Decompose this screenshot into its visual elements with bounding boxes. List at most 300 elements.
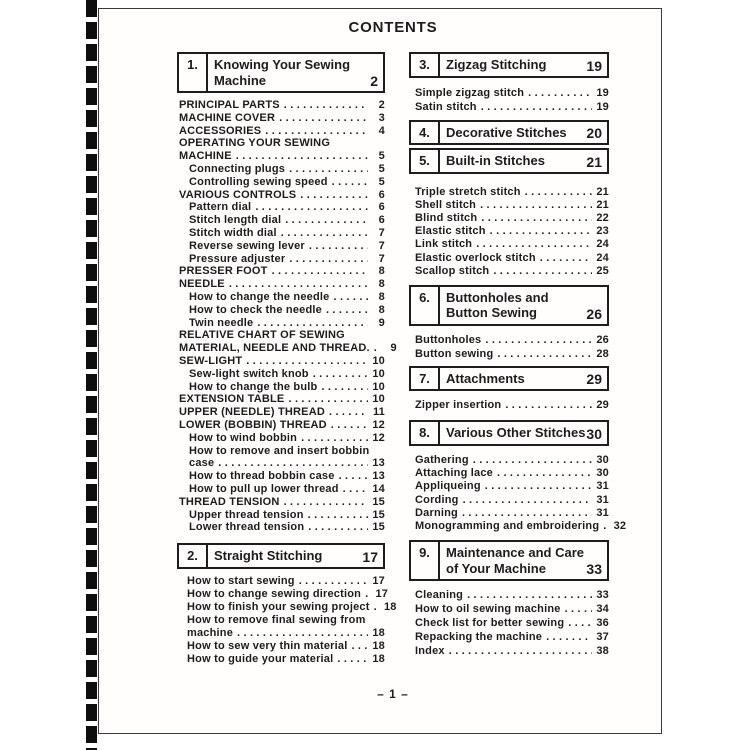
- section-number: 6.: [411, 287, 440, 324]
- section-title: [440, 542, 584, 579]
- dot-leader: [540, 252, 592, 265]
- dot-leader: [326, 304, 368, 317]
- toc-entry-label: Attaching lace: [415, 467, 493, 480]
- toc-entry-page: 9: [378, 316, 385, 329]
- toc-entry-label: How to thread bobbin case: [189, 470, 335, 483]
- toc-entry-page: 9: [390, 342, 397, 355]
- toc-entry-label: MACHINE: [179, 150, 232, 163]
- toc-entry-page: 6: [378, 188, 385, 201]
- dot-leader: [301, 432, 368, 445]
- toc-entry-label: How to wind bobbin: [189, 431, 298, 444]
- toc-entry-list: [409, 186, 609, 278]
- section-header-box: [409, 420, 609, 446]
- toc-entry-label: SEW-LIGHT: [179, 354, 243, 367]
- toc-entry-page: 15: [372, 521, 385, 534]
- toc-entry-list: [177, 574, 397, 666]
- toc-entry-page: 18: [372, 626, 385, 639]
- toc-entry-label: Darning: [415, 506, 458, 519]
- section-header-box: [409, 52, 609, 78]
- toc-entry-label: How to sew very thin material: [187, 639, 348, 652]
- dot-leader: [462, 507, 592, 520]
- section-header-box: [177, 52, 385, 93]
- section-title: [440, 54, 584, 76]
- section-title: [440, 150, 584, 172]
- toc-entry: [177, 304, 385, 317]
- dot-leader: [237, 627, 368, 640]
- section-number: 9.: [411, 542, 440, 579]
- toc-entry-page: 8: [378, 290, 385, 303]
- toc-entry-page: 6: [378, 214, 385, 227]
- toc-entry-label: THREAD TENSION: [179, 495, 280, 508]
- toc-entry: [177, 600, 397, 614]
- toc-entry-page: 8: [378, 278, 385, 291]
- toc-entry: [409, 265, 609, 278]
- section-page-number: 29: [586, 371, 602, 388]
- dot-leader: [218, 457, 368, 470]
- section-header-box: [409, 120, 609, 146]
- toc-entry-page: 10: [372, 367, 385, 380]
- dot-leader: [343, 483, 368, 496]
- toc-entry: [409, 86, 609, 100]
- toc-entry-page: 5: [378, 175, 385, 188]
- dot-leader: [480, 199, 592, 212]
- toc-entry-page: 7: [378, 226, 385, 239]
- toc-entry: [409, 519, 627, 533]
- toc-entry-label: RELATIVE CHART OF SEWING: [179, 329, 345, 342]
- toc-entry: [409, 186, 609, 199]
- dot-leader: [449, 644, 592, 658]
- dot-leader: [339, 470, 368, 483]
- toc-entry-label: How to pull up lower thread: [189, 482, 339, 495]
- toc-entry: [177, 317, 385, 330]
- dot-leader: [288, 393, 368, 406]
- dot-leader: [255, 201, 368, 214]
- toc-entry: [409, 333, 609, 348]
- toc-entry: [409, 199, 609, 212]
- toc-entry-label: Simple zigzag stitch: [415, 86, 525, 99]
- toc-entry-list: [409, 588, 609, 658]
- dot-leader: [565, 602, 592, 616]
- toc-entry-page: 23: [596, 225, 609, 238]
- toc-entry: [177, 176, 385, 189]
- toc-entry: [177, 393, 385, 406]
- dot-leader: [505, 398, 592, 412]
- toc-entry-label: Reverse sewing lever: [189, 239, 305, 252]
- toc-entry: [409, 225, 609, 238]
- toc-entry-page: 8: [378, 265, 385, 278]
- dot-leader: [467, 588, 592, 602]
- toc-entry-label: Appliqueing: [415, 480, 481, 493]
- dot-leader: [528, 86, 592, 100]
- toc-entry-page: 36: [596, 617, 609, 630]
- toc-entry-page: 10: [372, 354, 385, 367]
- toc-section: [409, 540, 609, 658]
- toc-entry-page: 28: [596, 348, 609, 361]
- toc-entry-label: Cording: [415, 493, 459, 506]
- toc-column-left: [177, 52, 397, 666]
- dot-leader: [289, 163, 368, 176]
- section-title-line: Straight Stitching: [214, 548, 323, 564]
- toc-section: [409, 420, 627, 533]
- toc-entry: [177, 125, 385, 138]
- toc-entry-list: [409, 398, 609, 412]
- toc-entry-label: Stitch width dial: [189, 226, 277, 239]
- section-title-line: Maintenance and Care: [446, 545, 584, 561]
- toc-section: [177, 543, 397, 666]
- toc-entry: [177, 240, 385, 253]
- section-header-box: [409, 148, 609, 174]
- dot-leader: [525, 186, 592, 199]
- section-page-number: 2: [370, 73, 378, 89]
- section-title-line: Zigzag Stitching: [446, 57, 547, 72]
- section-page-number: 30: [586, 425, 602, 442]
- dot-leader: [285, 214, 368, 227]
- toc-entry: [177, 163, 385, 176]
- section-title-line: Various Other Stitches: [446, 425, 586, 441]
- section-page-number: 21: [586, 153, 602, 170]
- dot-leader: [473, 454, 592, 467]
- toc-entry-page: 30: [596, 467, 609, 480]
- toc-entry-label: Pattern dial: [189, 201, 252, 214]
- toc-entry: [177, 112, 385, 125]
- toc-entry-label: case: [189, 457, 215, 470]
- dot-leader: [568, 616, 592, 630]
- toc-entry-page: 11: [372, 406, 385, 419]
- toc-entry-label: How to change the bulb: [189, 380, 318, 393]
- toc-entry-label: Connecting plugs: [189, 162, 286, 175]
- toc-entry: [177, 640, 385, 653]
- section-number: 7.: [411, 368, 440, 390]
- toc-entry-label: Button sewing: [415, 348, 494, 361]
- dot-leader: [603, 520, 609, 533]
- toc-entry-label: How to remove and insert bobbin: [189, 444, 370, 457]
- toc-entry: [177, 278, 385, 291]
- toc-entry-page: 8: [378, 303, 385, 316]
- toc-section: [409, 285, 609, 362]
- toc-entry-label: How to oil sewing machine: [415, 603, 561, 616]
- toc-entry-page: 19: [596, 86, 609, 99]
- toc-entry-label: Zipper insertion: [415, 399, 502, 412]
- dot-leader: [284, 99, 368, 112]
- toc-entry-label: NEEDLE: [179, 278, 225, 291]
- dot-leader: [481, 212, 592, 225]
- toc-entry-label: LOWER (BOBBIN) THREAD: [179, 418, 327, 431]
- toc-entry: [409, 644, 609, 658]
- toc-entry-page: 15: [372, 495, 385, 508]
- toc-entry-page: 24: [596, 251, 609, 264]
- toc-entry-label: How to change sewing direction: [187, 587, 362, 600]
- section-title: [440, 122, 584, 144]
- toc-entry-page: 18: [372, 639, 385, 652]
- page-number-footer: – 1 –: [377, 687, 409, 701]
- toc-entry: [409, 238, 609, 251]
- toc-entry: [177, 368, 385, 381]
- toc-entry: [177, 483, 385, 496]
- section-title-line: of Your Machine: [446, 560, 546, 576]
- toc-entry-page: 10: [372, 380, 385, 393]
- toc-entry-page: 4: [378, 124, 385, 137]
- dot-leader: [279, 112, 368, 125]
- section-title-line: Button Sewing: [446, 305, 537, 321]
- toc-entry-label: MATERIAL, NEEDLE AND THREAD.: [179, 342, 370, 355]
- toc-section: [409, 52, 609, 114]
- toc-entry: [177, 509, 385, 522]
- toc-entry: [177, 587, 389, 601]
- toc-entry-label: Satin stitch: [415, 100, 477, 113]
- toc-entry-page: 18: [383, 600, 397, 613]
- toc-entry-label: OPERATING YOUR SEWING: [179, 137, 331, 150]
- toc-entry: [177, 150, 385, 163]
- toc-entry: [177, 521, 385, 534]
- dot-leader: [236, 150, 368, 163]
- page-frame: [98, 8, 662, 734]
- toc-entry: [177, 342, 397, 355]
- section-title: [440, 422, 584, 444]
- dot-leader: [365, 588, 371, 601]
- toc-entry-page: 12: [372, 418, 385, 431]
- toc-entry: [177, 445, 385, 458]
- dot-leader: [497, 347, 592, 362]
- section-number: 3.: [411, 54, 440, 76]
- toc-entry-label: How to finish your sewing project: [187, 600, 370, 613]
- toc-entry-page: 37: [596, 631, 609, 644]
- toc-entry-label: Cleaning: [415, 589, 464, 602]
- toc-entry: [409, 494, 609, 507]
- section-header-box: [409, 366, 609, 392]
- dot-leader: [485, 480, 592, 493]
- toc-entry-page: 34: [596, 603, 609, 616]
- section-page-number: 19: [586, 57, 602, 74]
- toc-entry-page: 3: [378, 111, 385, 124]
- toc-entry-label: How to guide your material: [187, 652, 334, 665]
- toc-entry-page: 19: [596, 100, 609, 113]
- toc-entry-label: Gathering: [415, 453, 469, 466]
- dot-leader: [374, 342, 380, 355]
- toc-entry-label: PRINCIPAL PARTS: [179, 99, 280, 111]
- toc-entry: [409, 398, 609, 412]
- dot-leader: [284, 496, 368, 509]
- toc-entry-label: Upper thread tension: [189, 508, 304, 521]
- toc-entry-label: Index: [415, 645, 445, 658]
- toc-entry-page: 29: [596, 399, 609, 412]
- toc-entry: [409, 588, 609, 602]
- toc-entry-label: Shell stitch: [415, 198, 477, 211]
- toc-entry: [177, 329, 385, 342]
- toc-entry-list: [409, 333, 609, 362]
- section-page-number: 33: [586, 561, 602, 578]
- section-title-line: Built-in Stitches: [446, 153, 545, 168]
- dot-leader: [308, 509, 368, 522]
- toc-entry-page: 30: [596, 453, 609, 466]
- toc-entry-page: 22: [596, 211, 609, 224]
- dot-leader: [313, 368, 368, 381]
- toc-entry-list: [409, 453, 627, 533]
- dot-leader: [246, 355, 368, 368]
- toc-entry-page: 18: [372, 652, 385, 665]
- toc-entry: [177, 201, 385, 214]
- toc-entry: [177, 189, 385, 202]
- section-title: [440, 368, 584, 390]
- toc-entry-page: 12: [372, 431, 385, 444]
- toc-entry-page: 32: [613, 519, 627, 532]
- section-number: 1.: [179, 54, 208, 91]
- toc-entry-page: 14: [372, 482, 385, 495]
- toc-entry-page: 24: [596, 238, 609, 251]
- toc-entry-page: 31: [596, 493, 609, 506]
- toc-entry-label: How to check the needle: [189, 303, 322, 316]
- toc-entry-label: Sew-light switch knob: [189, 367, 309, 380]
- toc-entry-label: Buttonholes: [415, 333, 482, 346]
- dot-leader: [351, 640, 368, 653]
- toc-entry: [409, 252, 609, 265]
- page-title: CONTENTS: [348, 19, 438, 36]
- dot-leader: [490, 225, 592, 238]
- toc-entry: [409, 454, 609, 467]
- section-title-line: Knowing Your Sewing: [214, 57, 351, 72]
- dot-leader: [497, 467, 592, 480]
- section-page-number: 26: [586, 305, 602, 322]
- toc-entry-page: 15: [372, 508, 385, 521]
- dot-leader: [321, 381, 368, 394]
- dot-leader: [309, 240, 368, 253]
- section-page-number: 17: [362, 548, 378, 565]
- toc-entry: [177, 575, 385, 588]
- toc-entry-label: How to start sewing: [187, 574, 295, 587]
- toc-entry: [409, 602, 609, 616]
- toc-entry: [177, 381, 385, 394]
- toc-entry: [409, 480, 609, 493]
- dot-leader: [299, 575, 368, 588]
- toc-entry-label: Scallop stitch: [415, 264, 490, 277]
- toc-section: [409, 120, 609, 146]
- toc-entry: [177, 419, 385, 432]
- toc-entry-label: VARIOUS CONTROLS: [179, 188, 297, 201]
- toc-entry: [177, 653, 385, 666]
- dot-leader: [332, 176, 368, 189]
- toc-entry-label: Link stitch: [415, 238, 473, 251]
- toc-entry-page: 7: [378, 252, 385, 265]
- toc-entry: [177, 457, 385, 470]
- section-title: [208, 54, 368, 91]
- toc-entry-page: 31: [596, 480, 609, 493]
- section-title: [208, 545, 360, 567]
- toc-entry-label: Controlling sewing speed: [189, 175, 328, 188]
- section-header-box: [409, 285, 609, 326]
- dot-leader: [308, 521, 368, 534]
- toc-entry: [177, 253, 385, 266]
- toc-entry-page: 26: [596, 333, 609, 346]
- toc-entry-page: 17: [372, 574, 385, 587]
- toc-entry-page: 21: [596, 185, 609, 198]
- dot-leader: [493, 265, 592, 278]
- section-title-line: Buttonholes and: [446, 289, 549, 305]
- toc-entry: [409, 630, 609, 644]
- toc-section: [177, 52, 397, 534]
- toc-entry-page: 5: [378, 150, 385, 163]
- toc-entry-label: machine: [187, 626, 234, 639]
- toc-entry: [409, 467, 609, 480]
- toc-content: [177, 19, 627, 666]
- toc-entry-label: Repacking the machine: [415, 631, 543, 644]
- toc-entry-label: EXTENSION TABLE: [179, 393, 285, 406]
- dot-leader: [485, 333, 592, 348]
- toc-entry: [177, 614, 385, 627]
- toc-entry-label: How to change the needle: [189, 290, 330, 303]
- dot-leader: [334, 291, 369, 304]
- toc-section: [409, 148, 609, 278]
- toc-entry-page: 21: [596, 198, 609, 211]
- toc-entry: [177, 406, 385, 419]
- toc-entry: [409, 507, 609, 520]
- toc-entry: [177, 291, 385, 304]
- toc-entry-page: 17: [375, 587, 389, 600]
- dot-leader: [289, 253, 368, 266]
- toc-entry-label: Check list for better sewing: [415, 617, 565, 630]
- dot-leader: [265, 125, 368, 138]
- dot-leader: [257, 317, 368, 330]
- dot-leader: [463, 494, 592, 507]
- toc-entry-list: [177, 99, 397, 534]
- toc-entry: [177, 355, 385, 368]
- toc-entry-page: 5: [378, 162, 385, 175]
- dot-leader: [229, 278, 368, 291]
- toc-entry-label: ACCESSORIES: [179, 124, 262, 137]
- toc-entry: [177, 137, 385, 150]
- toc-entry: [409, 100, 609, 114]
- toc-entry-page: 38: [596, 645, 609, 658]
- toc-entry-label: Elastic stitch: [415, 225, 486, 238]
- toc-entry-page: 6: [378, 201, 385, 214]
- toc-entry-page: 33: [596, 589, 609, 602]
- toc-entry-label: Stitch length dial: [189, 214, 282, 227]
- toc-entry-label: How to remove final sewing from: [187, 613, 366, 626]
- toc-entry: [177, 99, 385, 112]
- toc-entry: [177, 627, 385, 640]
- toc-entry-label: Twin needle: [189, 316, 254, 329]
- toc-entry-label: Monogramming and embroidering: [415, 519, 600, 532]
- toc-columns: [177, 52, 627, 666]
- section-number: 5.: [411, 150, 440, 172]
- toc-entry-page: 10: [372, 393, 385, 406]
- section-number: 4.: [411, 122, 440, 144]
- dot-leader: [281, 227, 368, 240]
- dot-leader: [374, 601, 380, 614]
- toc-entry-label: Triple stretch stitch: [415, 185, 521, 198]
- toc-entry-page: 2: [378, 99, 385, 111]
- toc-entry-label: Pressure adjuster: [189, 252, 286, 265]
- dot-leader: [300, 189, 368, 202]
- toc-entry-page: 31: [596, 506, 609, 519]
- dot-leader: [329, 406, 368, 419]
- section-number: 2.: [179, 545, 208, 567]
- toc-entry-label: MACHINE COVER: [179, 111, 276, 124]
- toc-entry-label: Blind stitch: [415, 211, 478, 224]
- toc-entry-label: PRESSER FOOT: [179, 265, 268, 278]
- dot-leader: [272, 265, 368, 278]
- toc-entry-page: 13: [372, 470, 385, 483]
- toc-entry: [409, 347, 609, 362]
- toc-column-right: [409, 52, 627, 658]
- section-title-line: Attachments: [446, 370, 525, 386]
- toc-entry-list: [409, 86, 609, 114]
- toc-entry: [409, 212, 609, 225]
- toc-entry-label: Elastic overlock stitch: [415, 251, 536, 264]
- toc-entry-page: 25: [596, 264, 609, 277]
- binding-perforation-strip: [86, 0, 97, 750]
- toc-entry: [177, 214, 385, 227]
- section-title-line: Machine: [214, 72, 267, 88]
- toc-entry-page: 13: [372, 457, 385, 470]
